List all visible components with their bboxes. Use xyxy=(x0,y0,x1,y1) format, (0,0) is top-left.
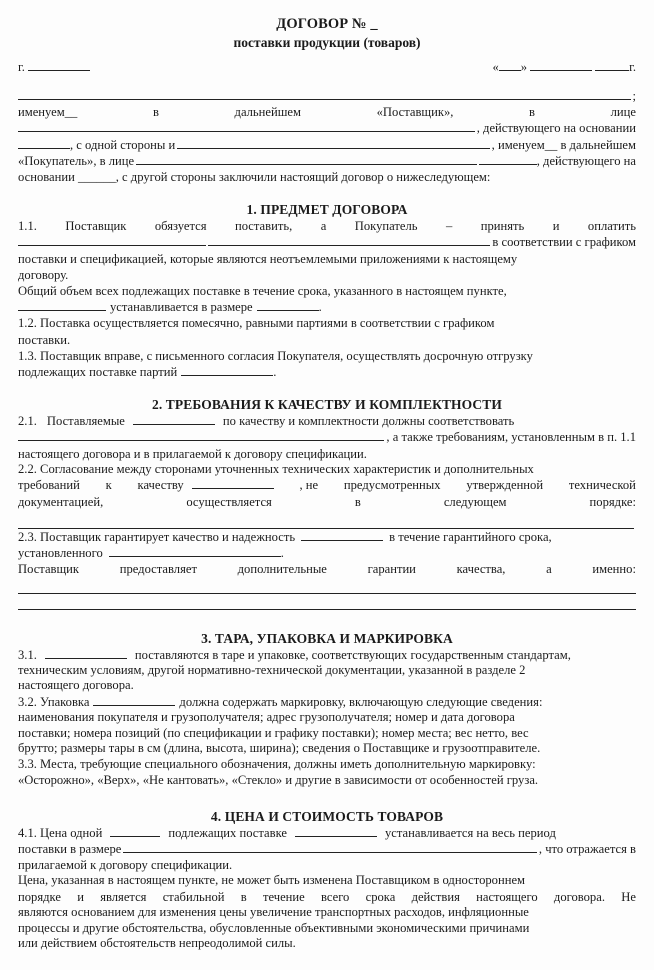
c11-w3: поставить, xyxy=(234,219,293,234)
clause-4-1-label-b: подлежащих поставке xyxy=(168,826,287,841)
c11-w1: Поставщик xyxy=(65,219,127,234)
clause-3-2-line-4: брутто; размеры тары в см (длина, высота, ширина); сведения о Поставщике и грузоотправителе. xyxy=(18,741,541,756)
preamble-line-2 xyxy=(18,104,636,120)
c22-w4: , не xyxy=(299,478,319,493)
clause-2-1-line-2-tail: , а также требованиям, установленным в п. 1.1 xyxy=(386,430,636,445)
clause-2-2-order-blank[interactable] xyxy=(18,518,634,529)
clause-3-2-line-1 xyxy=(18,694,636,710)
preamble-party-blank[interactable] xyxy=(18,89,631,100)
preamble-v-1: в xyxy=(152,105,159,120)
clause-1-3-line-2 xyxy=(18,364,636,380)
preamble-buyer-person-blank[interactable] xyxy=(136,154,477,165)
city-label: г. xyxy=(18,60,25,74)
clause-4-1-unit-blank[interactable] xyxy=(110,826,160,837)
preamble-person: лице xyxy=(610,105,636,120)
preamble-buyer-person-blank-2[interactable] xyxy=(479,153,537,164)
preamble-line-6-text: основании ______, с другой стороны заключили настоящий договор о нижеследующем: xyxy=(18,170,491,185)
clause-3-2-line-3: поставки; номера позиций (по спецификации и графику поставки); номер места; вес нетто, вес xyxy=(18,725,529,740)
c11-w4: а xyxy=(320,219,327,234)
clause-1-1-line-2 xyxy=(18,234,636,250)
clause-4-1-line-6: являются основанием для изменения цены увеличение транспортных расходов, инфляционные xyxy=(18,904,529,919)
clause-1-1-number: 1.1. xyxy=(18,219,37,234)
c23-w1: Поставщик xyxy=(18,562,80,577)
section-4-heading: 4. ЦЕНА И СТОИМОСТЬ ТОВАРОВ xyxy=(210,809,444,825)
section-1-heading: 1. ПРЕДМЕТ ДОГОВОРА xyxy=(246,202,408,218)
clause-1-1-line-5: Общий объем всех подлежащих поставке в течение срока, указанного в настоящем пункте, xyxy=(18,284,507,299)
clause-4-1-line-7: процессы и другие обстоятельства, обусловленные объективными экономическими причинами xyxy=(18,920,530,935)
clause-4-1-label-a: 4.1. Цена одной xyxy=(18,826,103,841)
clause-1-1-volume-label: устанавливается в размере xyxy=(110,300,253,315)
c23-w7: именно: xyxy=(592,562,636,577)
clause-3-2-label: 3.2. Упаковка xyxy=(18,694,90,709)
c23-w4: гарантии xyxy=(367,562,416,577)
city-date-row xyxy=(18,59,636,75)
preamble-party-semicolon: ; xyxy=(632,89,636,103)
clause-1-3-blank[interactable] xyxy=(181,365,273,376)
c11-w2: обязуется xyxy=(154,219,207,234)
clause-4-1-line-3: прилагаемой к договору спецификации. xyxy=(18,857,233,872)
c22-w3: качеству xyxy=(137,478,184,493)
preamble-acting-basis: , действующего на основании xyxy=(476,121,636,136)
c41-w5: в xyxy=(240,889,247,904)
preamble-line-4 xyxy=(18,137,636,153)
clause-2-3-line-2 xyxy=(18,545,636,561)
c22-w5: предусмотренных xyxy=(343,478,441,493)
c41-w6: течение xyxy=(262,889,305,904)
clause-1-1-blank-b[interactable] xyxy=(208,235,490,246)
clause-2-3-line-3 xyxy=(18,561,636,577)
preamble-supplier-term: «Поставщик», xyxy=(376,105,454,120)
c41-w2: и xyxy=(77,889,84,904)
clause-2-3-established: установленного xyxy=(18,546,103,561)
c23-w3: дополнительные xyxy=(237,562,327,577)
clause-2-2-line-1: 2.2. Согласование между сторонами уточненных технических характеристик и дополнительных xyxy=(18,461,534,476)
clause-2-1-number: 2.1. xyxy=(18,414,37,429)
c41-w12: Не xyxy=(621,889,636,904)
clause-4-1-line-2 xyxy=(18,841,636,857)
clause-2-1-line-2 xyxy=(18,429,636,445)
c41-w10: настоящего xyxy=(476,889,538,904)
clause-4-1-amount-label: поставки в размере xyxy=(18,842,122,857)
c41-w8: срока xyxy=(365,889,396,904)
page-title: ДОГОВОР № _ xyxy=(276,16,378,32)
clause-2-3-established-blank[interactable] xyxy=(109,546,281,557)
clause-4-1-amount-tail: , что отражается в xyxy=(538,842,636,857)
clause-1-1-line-2-tail: в соответствии с графиком xyxy=(492,235,636,250)
preamble-hereinafter: дальнейшем xyxy=(234,105,301,120)
clause-2-3-period: . xyxy=(280,546,284,561)
date-quote-close: » xyxy=(520,60,528,74)
page-subtitle: поставки продукции (товаров) xyxy=(233,35,421,50)
clause-1-3-line-1: 1.3. Поставщик вправе, с письменного согласия Покупателя, осуществлять досрочную отгрузку xyxy=(18,348,533,363)
clause-1-2-line-2: поставки. xyxy=(18,332,71,347)
clause-1-3-period: . xyxy=(273,365,277,380)
clause-2-1-w1: Поставляемые xyxy=(46,414,125,429)
date-month-blank[interactable] xyxy=(530,60,592,71)
clause-2-3-line-1 xyxy=(18,529,636,545)
preamble-line-3 xyxy=(18,120,636,136)
preamble-buyer-named: , именуем__ в дальнейшем xyxy=(491,137,636,152)
date-quote-open: « xyxy=(492,60,499,74)
c23-w5: качества, xyxy=(456,562,506,577)
section-3-heading: 3. ТАРА, УПАКОВКА И МАРКИРОВКА xyxy=(201,630,453,646)
clause-4-1-label-c: устанавливается на весь период xyxy=(385,826,556,841)
preamble-line-6 xyxy=(18,169,636,185)
city-field xyxy=(18,59,90,75)
clause-4-1-line-8: или действием обстоятельств непреодолимой силы. xyxy=(18,936,296,951)
section-2-free-line-1[interactable] xyxy=(18,593,636,594)
city-blank[interactable] xyxy=(28,60,90,71)
clause-2-1-tail: по качеству и комплектности должны соответствовать xyxy=(222,414,515,429)
c22-w7: технической xyxy=(568,478,636,493)
clause-3-3-line-2: «Осторожно», «Верх», «Не кантовать», «Стекло» и другие в зависимости от особенностей груза. xyxy=(18,772,539,787)
clause-1-1-period: . xyxy=(318,300,322,315)
clause-3-1-text: поставляются в таре и упаковке, соответствующих государственным стандартам, xyxy=(134,647,571,662)
c22-w6: утвержденной xyxy=(466,478,544,493)
clause-4-1-goods-blank[interactable] xyxy=(295,826,377,837)
clause-1-1-blank-a[interactable] xyxy=(18,235,206,246)
preamble-person-blank[interactable] xyxy=(18,121,475,132)
clause-3-1-number: 3.1. xyxy=(18,647,37,662)
c41-w9: действия xyxy=(411,889,460,904)
c22b-w4: следующем xyxy=(443,494,507,509)
clause-4-1-amount-blank[interactable] xyxy=(123,842,537,853)
section-2-heading: 2. ТРЕБОВАНИЯ К КАЧЕСТВУ И КОМПЛЕКТНОСТИ xyxy=(152,397,502,413)
clause-3-2-blank[interactable] xyxy=(93,695,175,706)
clause-2-3-text-a: 2.3. Поставщик гарантирует качество и надежность xyxy=(18,529,296,544)
date-field xyxy=(493,59,637,75)
clause-1-3-text: подлежащих поставке партий xyxy=(18,365,178,380)
clause-4-1-line-4: Цена, указанная в настоящем пункте, не может быть изменена Поставщиком в одностороннем xyxy=(18,873,526,888)
clause-3-1-blank[interactable] xyxy=(45,647,127,658)
c41-w3: является xyxy=(100,889,147,904)
clause-3-1-line-3: настоящего договора. xyxy=(18,678,134,693)
preamble-v-2: в xyxy=(529,105,535,120)
preamble-basis-blank[interactable] xyxy=(18,137,70,148)
preamble-line-5 xyxy=(18,153,636,169)
clause-1-1-line-3: поставки и спецификацией, которые являются неотъемлемыми приложениями к настоящему xyxy=(18,251,518,266)
c22-quality-group xyxy=(138,477,274,493)
clause-3-2-line-2: наименования покупателя и грузополучателя; адрес грузополучателя; номер и дата договора xyxy=(18,710,515,725)
clause-2-2-line-2 xyxy=(18,477,636,493)
c23-w2: предоставляет xyxy=(119,562,197,577)
clause-2-3-blank[interactable] xyxy=(301,530,383,541)
c41-w4: стабильной xyxy=(162,889,225,904)
clause-2-3-text-b: в течение гарантийного срока, xyxy=(389,529,552,544)
preamble-one-party: , с одной стороны и xyxy=(70,137,176,152)
clause-2-2-order-blank-row xyxy=(18,518,636,529)
c41-w1: порядке xyxy=(18,889,61,904)
date-day-blank[interactable] xyxy=(499,60,521,71)
c11-w6: – xyxy=(445,219,453,234)
clause-2-1-line-3: настоящего договора и в прилагаемой к договору спецификации. xyxy=(18,446,367,461)
preamble-buyer-acting: , действующего на xyxy=(536,153,636,168)
clause-3-3-line-1: 3.3. Места, требующие специального обозначения, должны иметь дополнительную маркировку: xyxy=(18,756,536,771)
c11-w5: Покупатель xyxy=(354,219,418,234)
clause-2-1-blank[interactable] xyxy=(133,414,215,425)
preamble-named-label: именуем__ xyxy=(18,105,78,120)
clause-1-1-line-1 xyxy=(18,218,636,234)
clause-1-1-size-blank[interactable] xyxy=(257,300,319,311)
clause-1-1-line-6 xyxy=(18,299,636,315)
clause-2-1-line-1 xyxy=(18,413,636,429)
clause-1-1-volume-blank[interactable] xyxy=(18,300,106,311)
preamble-party-line xyxy=(18,88,636,104)
c11-w7: принять xyxy=(480,219,525,234)
clause-4-1-line-5 xyxy=(18,889,636,905)
preamble-buyer-blank[interactable] xyxy=(177,138,489,149)
clause-1-2-line-1: 1.2. Поставка осуществляется помесячно, равными партиями в соответствии с графиком xyxy=(18,316,495,331)
clause-1-1-line-4: договору. xyxy=(18,267,69,282)
c22b-w1: документацией, xyxy=(18,494,104,509)
c22b-w2: осуществляется xyxy=(186,494,272,509)
clause-4-1-line-1 xyxy=(18,825,636,841)
clause-3-1-line-2: техническим условиям, другой нормативно-технической документации, указанной в разделе 2 xyxy=(18,662,526,677)
c11-w8: и xyxy=(552,219,560,234)
c22-w2: к xyxy=(105,478,112,493)
clause-3-2-text: должна содержать маркировку, включающую следующие сведения: xyxy=(179,694,543,709)
c41-w11: договора. xyxy=(553,889,605,904)
c41-w7: всего xyxy=(321,889,350,904)
preamble-buyer-term: «Покупатель», в лице xyxy=(18,153,135,168)
c22-w1: требований xyxy=(18,478,80,493)
date-year-suffix: г. xyxy=(629,60,636,74)
clause-2-1-standard-blank[interactable] xyxy=(18,430,384,441)
clause-2-2-blank[interactable] xyxy=(192,478,274,489)
date-year-blank[interactable] xyxy=(595,60,629,71)
c11-w9: оплатить xyxy=(587,219,636,234)
c23-w6: а xyxy=(546,562,552,577)
clause-3-1-line-1 xyxy=(18,647,636,663)
c22b-w5: порядке: xyxy=(589,494,636,509)
clause-2-2-line-3 xyxy=(18,494,636,510)
c22b-w3: в xyxy=(354,494,361,509)
